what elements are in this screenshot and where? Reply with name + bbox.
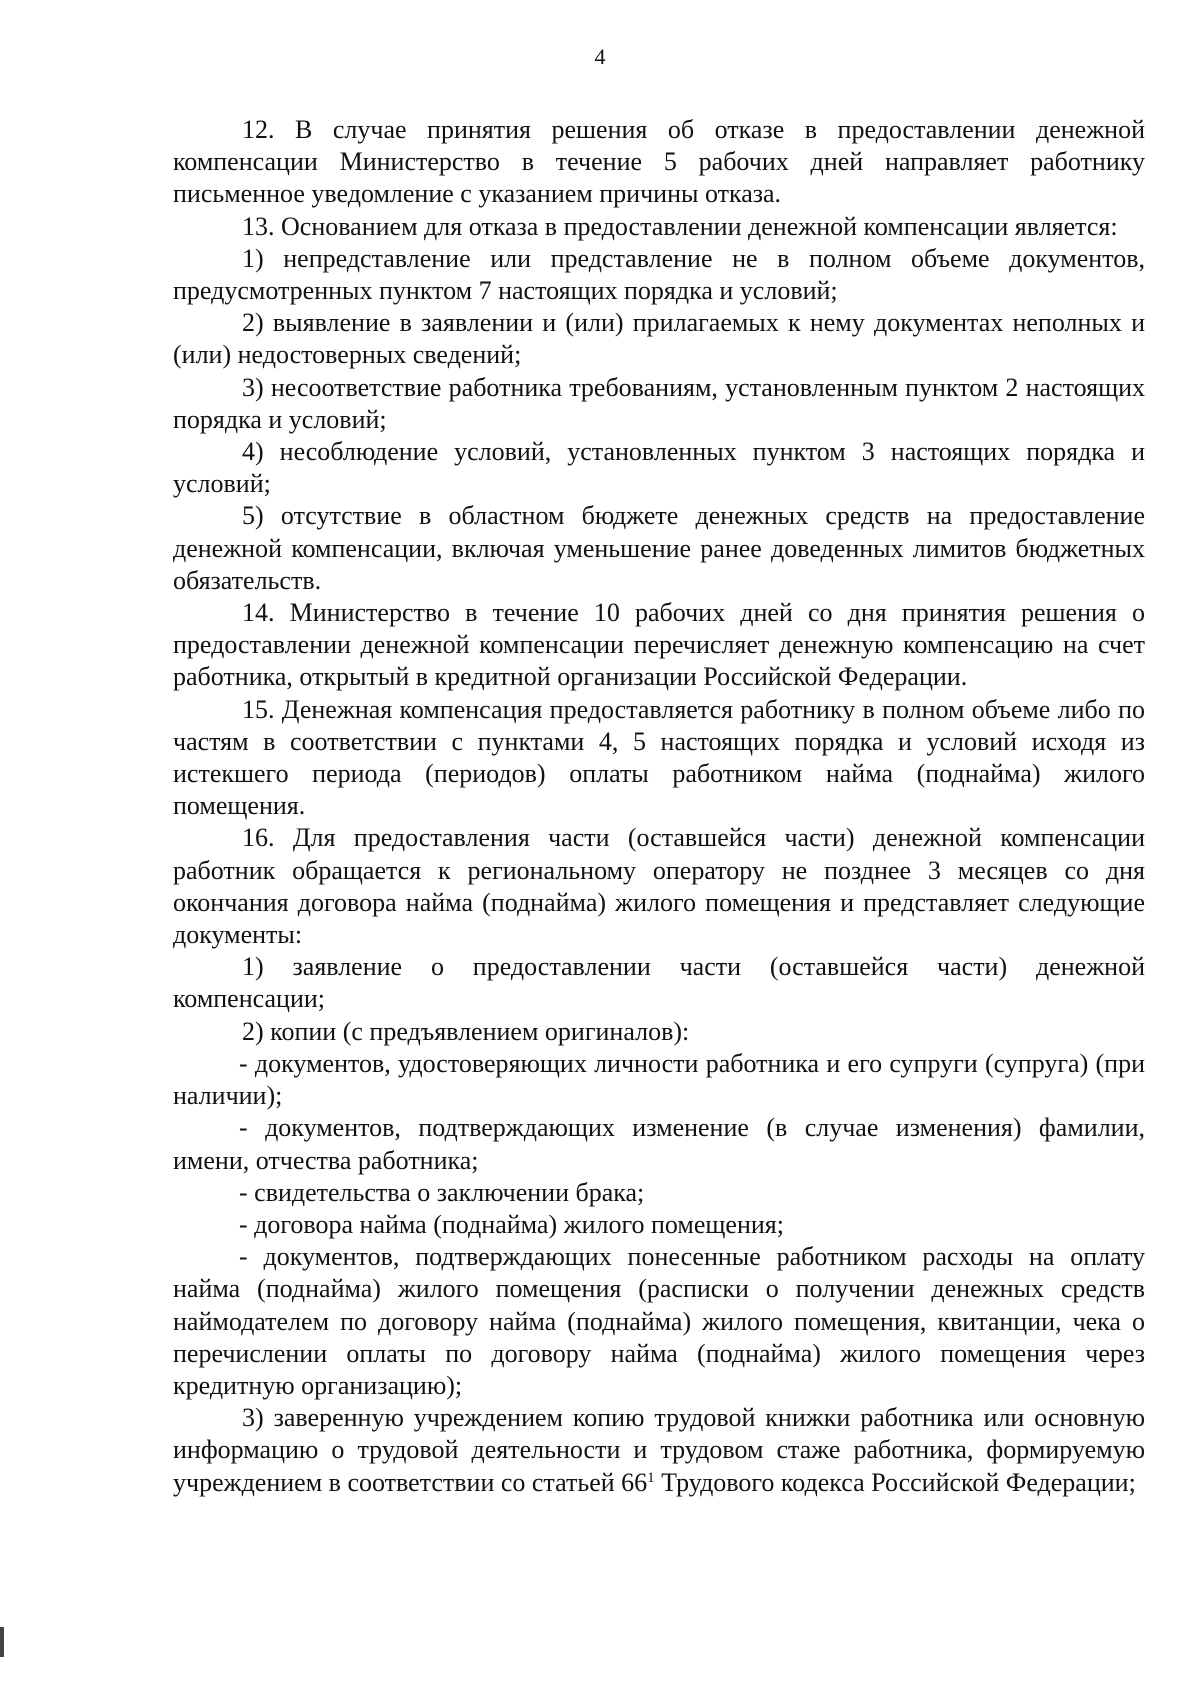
article-superscript: 1: [647, 1469, 655, 1486]
list-item-13-2: 2) выявление в заявлении и (или) прилагаемых к нему документах неполных и (или) недостоверных сведений;: [173, 308, 1145, 370]
list-item-13-5: 5) отсутствие в областном бюджете денежных средств на предоставление денежной компенсации, включая уменьшение ранее доведенных лимитов бюджетных обязательств.: [173, 501, 1145, 595]
paragraph-12: 12. В случае принятия решения об отказе в предоставлении денежной компенсации Министерство в течение 5 рабочих дней направляет работнику письменное уведомление с указанием причины отказа.: [173, 115, 1145, 209]
paragraph-13: 13. Основанием для отказа в предоставлении денежной компенсации является:: [242, 211, 1118, 241]
list-item-16-2: 2) копии (с предъявлением оригиналов):: [242, 1016, 690, 1046]
page-number: 4: [594, 44, 606, 69]
dash-item-name-change-documents: - документов, подтверждающих изменение (в случае изменения) фамилии, имени, отчества работника;: [173, 1113, 1145, 1175]
list-item-13-4: 4) несоблюдение условий, установленных пунктом 3 настоящих порядка и условий;: [173, 437, 1145, 499]
list-item-13-1: 1) непредставление или представление не в полном объеме документов, предусмотренных пунктом 7 настоящих порядка и условий;: [173, 243, 1145, 306]
list-item-16-1: 1) заявление о предоставлении части (оставшейся части) денежной компенсации;: [173, 952, 1145, 1014]
list-item-13-3: 3) несоответствие работника требованиям, установленным пунктом 2 настоящих порядка и условий;: [173, 372, 1145, 434]
dash-item-expense-documents: - документов, подтверждающих понесенные работником расходы на оплату найма (поднайма) жилого помещения (расписки о получении денежных средств наймодателем по договору найма (поднайма) жилого помещения, квитанции, чека о перечислении оплаты по договору найма (поднайма) жилого помещения через кредитную организацию);: [173, 1242, 1145, 1400]
dash-item-rental-contract: - договора найма (поднайма) жилого помещения;: [239, 1209, 784, 1239]
paragraph-14: 14. Министерство в течение 10 рабочих дней со дня принятия решения о предоставлении денежной компенсации перечисляет денежную компенсацию на счет работника, открытый в кредитной организации Российской Федерации.: [173, 598, 1145, 692]
document-body: [173, 114, 1145, 1499]
dash-item-marriage-certificate: - свидетельства о заключении брака;: [239, 1177, 645, 1207]
paragraph-16: 16. Для предоставления части (оставшейся части) денежной компенсации работник обращается к региональному оператору не позднее 3 месяцев со дня окончания договора найма (поднайма) жилого помещения и представляет следующие документы:: [173, 823, 1145, 950]
paragraph-15: 15. Денежная компенсация предоставляется работнику в полном объеме либо по частям в соответствии с пунктами 4, 5 настоящих порядка и условий исходя из истекшего периода (периодов) оплаты работником найма (поднайма) жилого помещения.: [173, 694, 1145, 821]
list-item-16-3: [173, 1402, 1145, 1499]
scan-edge-mark: [0, 1627, 4, 1657]
dash-item-identity-documents: - документов, удостоверяющих личности работника и его супруги (супруга) (при наличии);: [173, 1048, 1145, 1111]
list-item-16-3-tail: Трудового кодекса Российской Федерации;: [654, 1467, 1136, 1497]
list-item-16-3-text: 3) заверенную учреждением копию трудовой книжки работника или основную информацию о трудовой деятельности и трудовом стаже работника, формируемую учреждением в соответствии со статьей 66: [173, 1403, 1145, 1497]
